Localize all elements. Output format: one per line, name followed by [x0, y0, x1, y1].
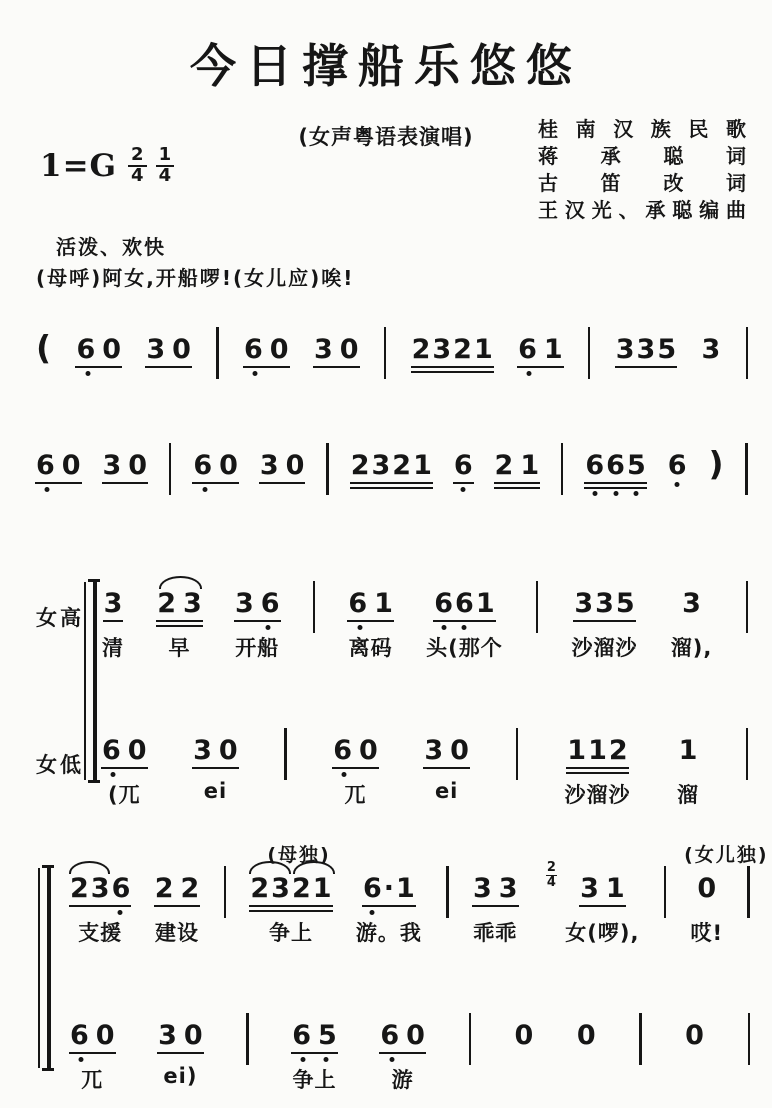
barline — [561, 443, 563, 495]
beam-line — [69, 1052, 116, 1054]
beam-line — [249, 910, 332, 912]
note-digits — [412, 336, 493, 363]
digit-text: 112 — [567, 735, 630, 766]
note-digits — [380, 1020, 432, 1051]
barline — [284, 728, 286, 780]
score-system — [36, 844, 769, 1108]
lyric: 游。我 — [355, 921, 422, 945]
digit-text: 36 — [234, 588, 287, 619]
beam-line — [154, 905, 201, 907]
digit-text: 65 — [292, 1020, 344, 1051]
beam-line — [350, 487, 433, 489]
lyric: 早 — [168, 636, 191, 660]
beam-line — [259, 482, 306, 484]
lyric: (兀 — [107, 783, 141, 807]
beam-line — [103, 620, 124, 622]
barline — [746, 327, 748, 379]
credit-line: 王汉光、承聪编曲 — [538, 198, 746, 222]
note-digits — [678, 735, 705, 766]
note-digits — [682, 588, 708, 619]
digit-text: 61 — [518, 334, 570, 365]
octave-dot — [593, 491, 598, 496]
voice-label: 女低 — [36, 753, 84, 777]
lyric: 离码 — [348, 636, 393, 660]
digit-text: 60 — [76, 334, 129, 365]
beam-line — [291, 1052, 338, 1054]
barline — [516, 728, 518, 780]
notes-row — [102, 590, 748, 662]
score-system — [36, 578, 748, 858]
note-digits — [574, 588, 637, 619]
note-digits — [234, 588, 287, 619]
key-tonic: 1=G — [40, 147, 118, 184]
note-digits — [70, 1020, 122, 1051]
digit-text: 665 — [585, 450, 648, 481]
note-digits — [193, 735, 245, 766]
digit-text: 3 — [103, 588, 130, 619]
spoken-intro: (母呼)阿女,开船啰!(女儿应)唉! — [36, 266, 355, 290]
beam-line — [615, 366, 677, 368]
note-group — [146, 334, 198, 365]
meter-numerator: 1 — [156, 146, 175, 167]
digit-text: 23 — [157, 588, 209, 619]
barline — [446, 866, 448, 918]
digit-text: 30 — [102, 450, 155, 481]
note-digits — [453, 450, 480, 481]
digit-text: 21 — [494, 450, 547, 481]
note-group — [514, 1020, 541, 1051]
octave-dot — [389, 1057, 394, 1062]
voice-line — [36, 328, 748, 379]
note-digits — [472, 873, 525, 904]
barline — [224, 866, 226, 918]
barline — [746, 728, 748, 780]
digit-text: 6·1 — [362, 873, 417, 904]
note-digits — [102, 450, 155, 481]
close-paren: ) — [708, 444, 724, 483]
digit-text: 2321 — [411, 334, 495, 365]
octave-dot — [301, 1057, 306, 1062]
note-digits — [158, 1020, 210, 1051]
note-group — [313, 334, 366, 365]
note-digits — [518, 334, 570, 365]
note-digits — [348, 588, 400, 619]
digit-text: 60 — [244, 334, 296, 365]
barline — [639, 1013, 641, 1065]
octave-dot — [633, 491, 638, 496]
note-group — [351, 452, 432, 479]
digit-text: 0 — [685, 1020, 711, 1051]
note-group — [76, 334, 129, 365]
octave-dot — [342, 772, 347, 777]
beam-line — [362, 905, 416, 907]
beam-line — [411, 371, 494, 373]
note-group — [424, 735, 476, 803]
digit-text: 60 — [102, 735, 154, 766]
digit-text: 22 — [154, 873, 207, 904]
lyric: ei) — [163, 1064, 198, 1088]
digit-text: 0 — [576, 1020, 603, 1051]
beam-line — [69, 905, 131, 907]
octave-dot — [253, 371, 258, 376]
lyric: 争上 — [292, 1068, 337, 1092]
note-group — [380, 1020, 432, 1094]
digit-text: 2321 — [350, 450, 434, 481]
time-signature — [128, 146, 147, 186]
tempo-marking: 活泼、欢快 — [56, 235, 166, 259]
note-group — [667, 450, 694, 481]
beam-line — [433, 620, 495, 622]
credit-line: 桂南汉族民歌 — [538, 117, 746, 141]
lyric: 兀 — [81, 1068, 104, 1092]
note-group — [102, 735, 154, 809]
beam-line — [35, 482, 82, 484]
note-group — [572, 590, 638, 662]
note-group — [685, 1020, 711, 1051]
lyric: ei — [434, 779, 459, 803]
octave-dot — [461, 487, 466, 492]
note-group — [193, 450, 245, 481]
note-group — [292, 1020, 344, 1094]
note-digits — [103, 588, 130, 619]
beam-line — [494, 487, 541, 489]
beam-line — [472, 905, 519, 907]
digit-text: 335 — [615, 334, 679, 365]
note-group — [494, 450, 547, 481]
digit-text: 0 — [697, 873, 724, 904]
octave-dot — [675, 482, 680, 487]
note-digits — [494, 450, 547, 481]
note-group — [615, 334, 679, 365]
slur-arc — [159, 576, 202, 589]
note-group — [565, 875, 639, 947]
digit-text: 61 — [348, 588, 400, 619]
note-digits — [351, 452, 432, 479]
lyric: 沙溜沙 — [564, 783, 631, 807]
notes-row — [36, 444, 748, 495]
barline — [469, 1013, 471, 1065]
octave-dot — [85, 371, 90, 376]
octave-dot — [357, 625, 362, 630]
note-digits — [434, 588, 497, 619]
note-group — [154, 873, 207, 947]
beam-line — [411, 366, 494, 368]
barline — [588, 327, 590, 379]
beam-line — [101, 767, 148, 769]
octave-dot — [118, 910, 123, 915]
note-group — [576, 1020, 603, 1051]
key-signature — [40, 146, 174, 186]
lyric: 争上 — [268, 921, 313, 945]
note-group — [102, 450, 155, 481]
barline — [384, 327, 386, 379]
note-group — [564, 737, 630, 809]
note-digits — [76, 334, 129, 365]
notes-row — [70, 844, 769, 947]
note-digits — [615, 334, 679, 365]
note-digits — [685, 1020, 711, 1051]
note-digits — [567, 735, 630, 766]
lyric: 溜 — [677, 783, 700, 807]
digit-text: 0 — [514, 1020, 541, 1051]
beam-line — [579, 905, 626, 907]
digit-text: 6 — [453, 450, 480, 481]
beam-line — [156, 620, 203, 622]
digit-text: 30 — [424, 735, 476, 766]
octave-dot — [442, 625, 447, 630]
digit-text: 30 — [313, 334, 366, 365]
beam-line — [243, 366, 290, 368]
digit-text: 60 — [193, 450, 245, 481]
note-group — [585, 450, 648, 481]
credits — [538, 116, 746, 224]
note-group — [244, 334, 296, 365]
note-group — [333, 735, 385, 809]
beam-line — [347, 620, 394, 622]
octave-dot — [79, 1057, 84, 1062]
beam-line — [192, 482, 239, 484]
note-digits — [667, 450, 694, 481]
note-group — [348, 588, 400, 662]
note-group — [701, 334, 728, 365]
note-group — [671, 590, 713, 662]
octave-dot — [266, 625, 271, 630]
digit-text: 30 — [146, 334, 198, 365]
meter-change — [546, 861, 557, 891]
note-group — [472, 873, 525, 947]
beam-line — [75, 366, 122, 368]
note-group — [684, 844, 769, 947]
voice-line — [36, 590, 748, 662]
note-digits — [250, 873, 334, 904]
note-digits — [514, 1020, 541, 1051]
barline — [536, 581, 538, 633]
note-digits — [154, 873, 207, 904]
lyric: 溜), — [670, 636, 713, 660]
digit-text: 335 — [574, 588, 637, 619]
note-group — [412, 336, 493, 363]
beam-line — [453, 482, 474, 484]
note-digits — [333, 735, 385, 766]
beam-line — [313, 366, 360, 368]
barline — [246, 1013, 248, 1065]
digit-text: 6 — [667, 450, 694, 481]
lyric: 沙溜沙 — [571, 636, 638, 660]
beam-line — [145, 366, 192, 368]
note-group — [426, 590, 503, 662]
meter-change-numerator: 2 — [546, 860, 556, 875]
meter-change-denominator: 4 — [546, 875, 556, 891]
barline — [169, 443, 171, 495]
beam-line — [192, 767, 239, 769]
note-group — [70, 873, 133, 947]
note-digits — [36, 450, 88, 481]
lyric: 游 — [391, 1068, 414, 1092]
barline — [664, 866, 666, 918]
octave-dot — [527, 371, 532, 376]
note-digits — [244, 334, 296, 365]
octave-dot — [45, 487, 50, 492]
octave-dot — [613, 491, 618, 496]
note-group — [453, 450, 480, 481]
notes-row — [102, 737, 748, 809]
note-group — [157, 588, 209, 662]
beam-line — [249, 905, 332, 907]
digit-text: 30 — [193, 735, 245, 766]
meter-numerator: 2 — [128, 146, 147, 167]
note-digits — [292, 1020, 344, 1051]
note-group — [102, 588, 130, 662]
beam-line — [102, 482, 149, 484]
beam-line — [157, 1052, 204, 1054]
barline — [313, 581, 315, 633]
lyric: 头(那个 — [426, 636, 503, 660]
note-group — [356, 875, 422, 947]
note-group — [70, 1020, 122, 1094]
note-digits — [363, 875, 415, 902]
voice-line — [36, 1022, 750, 1094]
octave-dot — [202, 487, 207, 492]
voice-line — [36, 444, 748, 495]
beam-line — [566, 772, 628, 774]
beam-line — [573, 620, 635, 622]
digit-text: 60 — [36, 450, 88, 481]
voice-line — [36, 844, 769, 947]
meters — [128, 146, 174, 186]
digit-text: 1 — [678, 735, 705, 766]
note-digits — [102, 735, 154, 766]
lyric: 兀 — [344, 783, 367, 807]
beam-line — [584, 482, 646, 484]
lyric: 乖乖 — [473, 921, 518, 945]
digit-text: 60 — [333, 735, 385, 766]
note-group — [36, 450, 88, 481]
beam-line — [584, 487, 646, 489]
note-digits — [701, 334, 728, 365]
digit-text: 60 — [70, 1020, 122, 1051]
barline — [748, 1013, 750, 1065]
beam-line — [156, 625, 203, 627]
lyric: 哎! — [690, 921, 724, 945]
credit-line: 古笛改词 — [538, 171, 746, 195]
beam-line — [423, 767, 470, 769]
note-group — [193, 735, 245, 803]
beam-line — [234, 620, 281, 622]
slur-arc — [69, 861, 110, 874]
digit-text: 2321 — [250, 873, 334, 904]
note-group — [677, 735, 705, 809]
notes-row — [70, 1022, 750, 1094]
beam-line — [517, 366, 564, 368]
lyric: 支援 — [78, 921, 123, 945]
note-digits — [585, 450, 648, 481]
note-digits — [424, 735, 476, 766]
note-group — [158, 1020, 210, 1088]
note-digits — [157, 588, 209, 619]
note-group — [234, 588, 287, 662]
beam-line — [566, 767, 628, 769]
performance-type: (女声粤语表演唱) — [298, 125, 474, 149]
note-digits — [576, 1020, 603, 1051]
digit-text: 33 — [472, 873, 525, 904]
beam-line — [494, 482, 541, 484]
octave-dot — [323, 1057, 328, 1062]
notes-row — [36, 328, 748, 379]
open-paren: ( — [36, 328, 52, 367]
solo-annotation: (母独) — [267, 844, 331, 866]
beam-line — [332, 767, 379, 769]
digit-text: 30 — [158, 1020, 210, 1051]
note-group — [259, 450, 312, 481]
lyric: ei — [203, 779, 228, 803]
digit-text: 60 — [380, 1020, 432, 1051]
solo-annotation: (女儿独) — [684, 844, 769, 866]
time-signature — [156, 146, 175, 186]
barline — [747, 866, 749, 918]
digit-text: 236 — [70, 873, 133, 904]
octave-dot — [111, 772, 116, 777]
barline — [326, 443, 328, 495]
digit-text: 3 — [682, 588, 708, 619]
digit-text: 31 — [580, 873, 632, 904]
note-digits — [193, 450, 245, 481]
note-digits — [259, 450, 312, 481]
song-title: 今日撑船乐悠悠 — [190, 39, 582, 93]
note-group — [518, 334, 570, 365]
note-digits — [697, 873, 724, 904]
digit-text: 30 — [259, 450, 312, 481]
lyric: 女(啰), — [565, 921, 640, 945]
voice-line — [36, 737, 748, 809]
barline — [746, 581, 748, 633]
digit-text: 661 — [434, 588, 497, 619]
lyric: 开船 — [235, 636, 280, 660]
credit-line: 蒋承聪词 — [538, 144, 746, 168]
note-digits — [313, 334, 366, 365]
meter-denominator: 4 — [131, 164, 144, 186]
note-digits — [70, 873, 133, 904]
digit-text: 3 — [701, 334, 728, 365]
beam-line — [379, 1052, 426, 1054]
octave-dot — [462, 625, 467, 630]
barline — [745, 443, 747, 495]
lyric: 建设 — [155, 921, 199, 945]
note-group — [250, 844, 334, 947]
meter-denominator: 4 — [158, 164, 172, 186]
beam-line — [350, 482, 433, 484]
note-digits — [146, 334, 198, 365]
voice-label: 女高 — [36, 606, 84, 630]
octave-dot — [369, 910, 374, 915]
lyric: 清 — [102, 636, 124, 660]
barline — [216, 327, 218, 379]
note-digits — [580, 873, 632, 904]
